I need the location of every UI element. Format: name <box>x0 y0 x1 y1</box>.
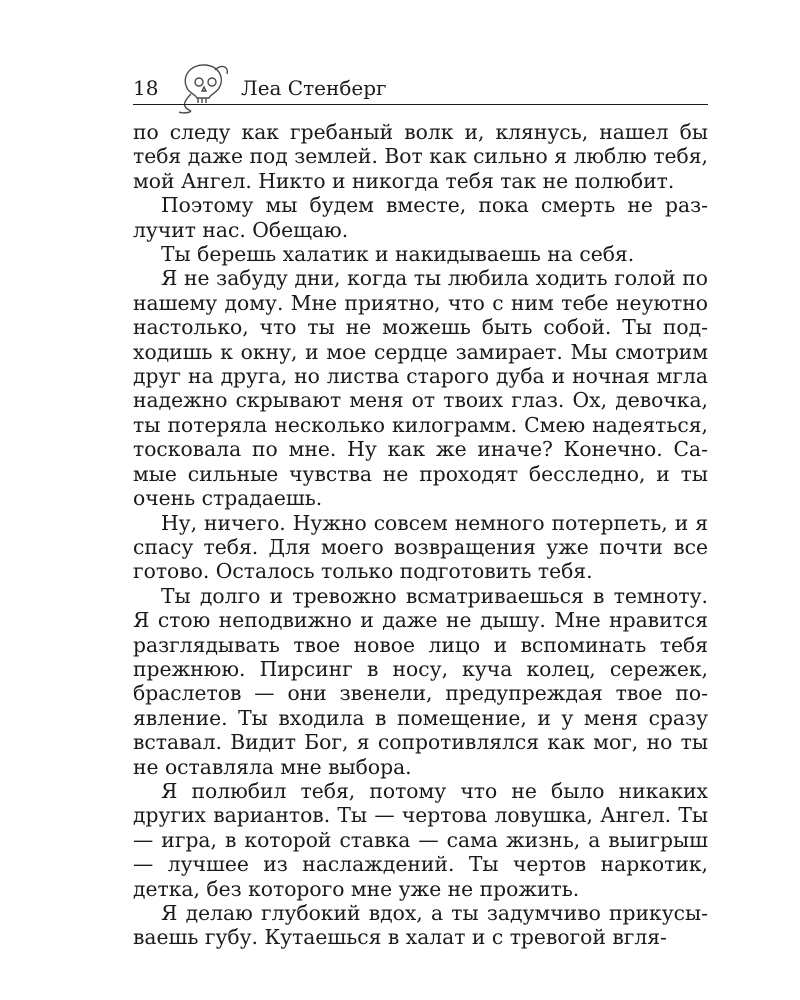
paragraph: Я делаю глубокий вдох, а ты задумчиво прикусываешь губу. Кутаешься в халат и с тревогой вгля- <box>133 901 708 950</box>
paragraph: Поэтому мы будем вместе, пока смерть не разлучит нас. Обещаю. <box>133 193 708 242</box>
running-title: Леа Стенберг <box>241 76 387 100</box>
paragraph: Ты долго и тревожно всматриваешься в темноту. Я стою неподвижно и даже не дышу. Мне нравится разглядывать твое новое лицо и вспоминать тебя прежнюю. Пирсинг в носу, куча колец, сережек, браслетов — они звенели, предупреждая твое появление. Ты входила в помещение, и у меня сразу вставал. Видит Бог, я сопротивлялся как мог, но ты не оставляла мне выбора. <box>133 583 708 779</box>
page-number: 18 <box>133 76 159 100</box>
paragraph: Ну, ничего. Нужно совсем немного потерпеть, и я спасу тебя. Для моего возвращения уже почти все готово. Осталось только подготовить тебя. <box>133 510 708 584</box>
paragraph: по следу как гребаный волк и, клянусь, нашел бы тебя даже под землей. Вот как сильно я люблю тебя, мой Ангел. Никто и никогда тебя так не полюбит. <box>133 120 708 193</box>
header-rule <box>133 104 708 105</box>
paragraph: Ты берешь халатик и накидываешь на себя. <box>161 242 635 267</box>
paragraph: Я не забуду дни, когда ты любила ходить голой по нашему дому. Мне приятно, что с ним тебе неуютно настолько, что ты не можешь быть собой. Ты подходишь к окну, и мое сердце замирает. Мы смотрим друг на друга, но листва старого дуба и ночная мгла надежно скрывают меня от твоих глаз. Ох, девочка, ты потеряла несколько килограмм. Смею надеяться, тосковала по мне. Ну как же иначе? Конечно. Самые сильные чувства не проходят бесследно, и ты очень страдаешь. <box>133 266 708 511</box>
paragraph: Я полюбил тебя, потому что не было никаких других вариантов. Ты — чертова ловушка, Ангел. Ты — игра, в которой ставка — сама жизнь, а выигрыш — лучшее из наслаждений. Ты чертов наркотик, детка, без которого мне уже не прожить. <box>133 778 708 901</box>
skull-ornament-icon <box>171 58 233 114</box>
page-header <box>133 58 708 108</box>
body-text <box>133 120 708 950</box>
